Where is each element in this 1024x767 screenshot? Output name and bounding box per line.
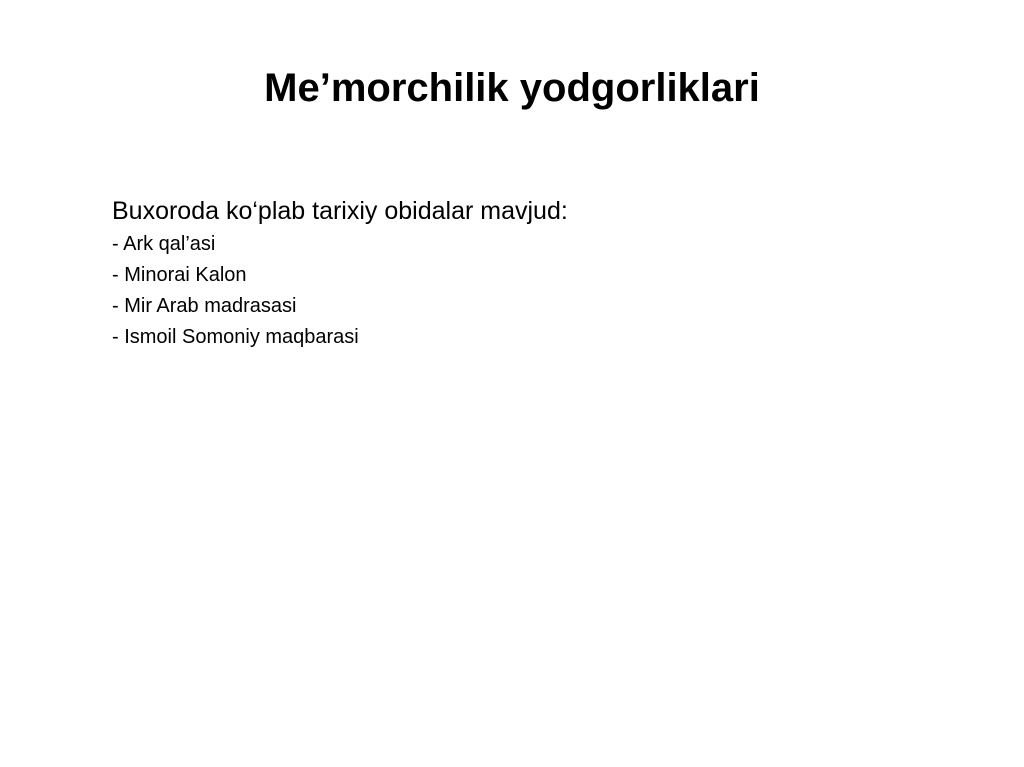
list-item: - Ismoil Somoniy maqbarasi: [112, 326, 359, 348]
list-item: - Ark qal’asi: [112, 233, 216, 255]
list-item: - Minorai Kalon: [112, 264, 247, 286]
monument-list: [112, 229, 932, 353]
intro-text: Buxoroda ko‘plab tarixiy obidalar mavjud:: [112, 197, 568, 225]
slide-body: [112, 193, 932, 353]
list-item: - Mir Arab madrasasi: [112, 295, 297, 317]
slide-title: Me’morchilik yodgorliklari: [264, 66, 760, 110]
